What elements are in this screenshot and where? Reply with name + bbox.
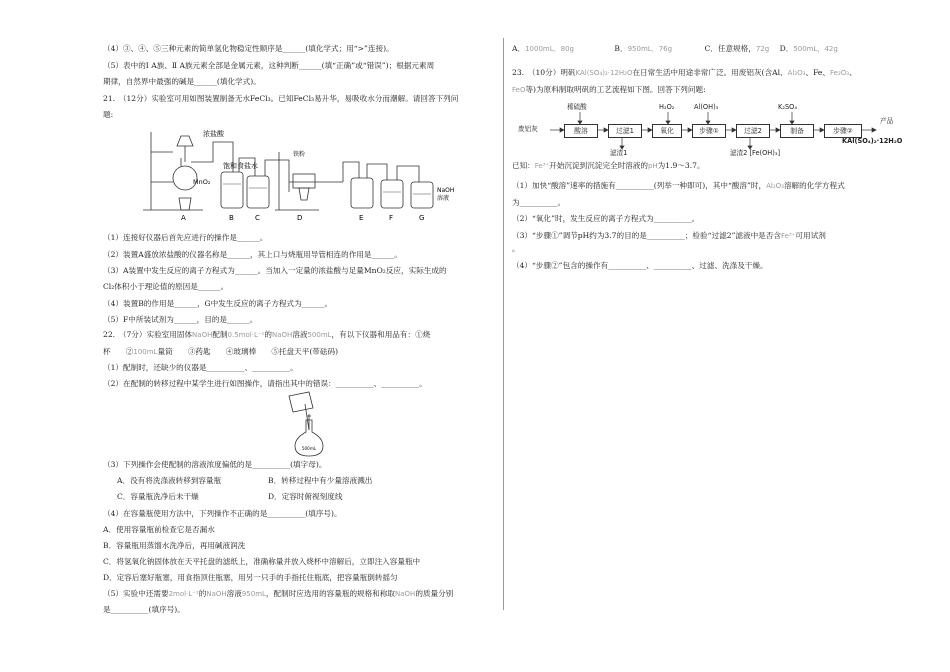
fig-label-d: D [297,214,303,222]
q22-4-d: D．定容后塞好瓶塞，用食指顶住瓶塞，用另一只手的手指托住瓶底，把容量瓶倒转摇匀 [103,573,398,582]
flow-product-formula: KAl(SO₄)₂·12H₂O [842,137,903,145]
flow-input-h2o2: H₂O₂ [659,103,675,111]
q22-5: （5）实验中还需要2mol·L⁻¹的NaOH溶液950mL，配制时应选用的容量瓶的规格和称取NaOH的质量分别 [103,589,454,598]
flow-input-acid: 稀硫酸 [567,103,587,111]
q22-1: （1）配制时，还缺少的仪器是__________、__________。 [103,363,298,372]
q23-4: （4）“步骤②”包含的操作有__________、__________、过滤、洗涤及干燥。 [512,261,768,270]
q23-3-cont: 。 [512,244,520,253]
flow-box-acid-dissolve: 酸溶 [564,124,598,138]
q22-3-opt-c: C．容量瓶洗净后未干燥 [117,492,199,501]
q23-known: 已知：Fe³⁺开始沉淀到沉淀完全时溶液的pH为1.9～3.7。 [512,161,705,170]
q22-stem: 22. （7分）实验室用固体NaOH配制0.5mol·L⁻¹的NaOH溶液500mL，有以下仪器和用品有：①烧 [103,330,431,339]
fig-label-e: E [359,214,364,222]
fig-label-a: A [181,214,186,222]
q22-3-opt-a: A．没有将洗涤液转移到容量瓶 [117,476,222,485]
q23-stem: 23. （10分）明矾KAl(SO₄)₂·12H₂O在日常生活中用途非常广泛。用废铝灰(含Al、Al₂O₃、Fe、Fe₂O₃、 [512,68,857,77]
q22-4: （4）在容量瓶使用方法中，下列操作不正确的是__________(填序号)。 [103,509,342,518]
q21-stem: 21. （12分）实验室可用如图装置制备无水FeCl₃。已知FeCl₃易升华，易吸收水分而潮解。请回答下列问 [103,94,459,103]
flow-box-step1: 步骤① [692,124,726,138]
q20-5-cont: 期律，自然界中最强的碱是______(填化学式)。 [103,77,261,86]
q22-4-a: A．使用容量瓶前检查它是否漏水 [103,525,215,534]
q21-3: （3）A装置中发生反应的离子方程式为______。当加入一定量的浓盐酸与足量MnO₂反应，实际生成的 [103,266,447,275]
q23-stem-cont: FeO等)为原料制取明矾的工艺流程如下图。回答下列问题: [512,85,706,94]
fig-label-soln: 溶液 [437,195,450,202]
fig-label-b: B [229,214,234,222]
transfer-figure [283,390,343,458]
flow-box-filter2: 过滤2 [736,124,770,138]
flow-box-oxidize: 氧化 [652,124,682,138]
flask-mark-ml: mL [310,446,317,451]
q22-4-c: C．将氢氧化钠固体放在天平托盘的滤纸上，准确称量并放入烧杯中溶解后，立即注入容量瓶中 [103,557,421,566]
column-divider [503,38,504,610]
flow-box-filter1: 过滤1 [608,124,642,138]
flow-box-step2: 步骤② [824,124,862,138]
q23-3: （3）“步骤①”调节pH约为3.7的目的是__________；检验“过滤2”滤液中是否含Fe³⁺可用试剂 [512,231,826,240]
q21-1: （1）连接好仪器后首先应进行的操作是______。 [103,233,268,242]
q20-4: （4）③、④、⑤三种元素的简单氢化物稳定性顺序是______(填化学式；用“>”连接)。 [103,44,394,53]
q22-3-opt-d: D．定容时俯视刻度线 [268,492,343,501]
flow-residue1: 滤渣1 [610,149,628,157]
q22-items: 杯 ②100mL量筒 ③药匙 ④玻璃棒 ⑤托盘天平(带砝码) [103,347,339,356]
flow-start: 废铝灰 [518,125,538,133]
q22-5-options: A．1000mL，80g B．950mL，76g C．任意规格，72g D．500mL，42g [512,44,838,53]
apparatus-figure [143,122,473,222]
q20-5: （5）表中的Ⅰ A族、Ⅱ A族元素全部是金属元素，这种判断______(填“正确”或“错误”)；根据元素周 [103,61,435,70]
q22-5-cont: 是__________(填序号)。 [103,605,185,614]
q21-3-cont: Cl₂体积小于理论值的原因是______。 [103,282,229,291]
fig-label-conc-hcl: 浓盐酸 [203,130,224,138]
fig-label-sat-nacl: 饱和食盐水 [223,162,258,170]
flow-residue2: 滤渣2 [Fe(OH)₃] [730,149,781,157]
fig-label-g: G [419,214,425,222]
process-flowchart [512,104,907,184]
q21-stem-cont: 题: [103,110,114,119]
fig-label-naoh: NaOH [437,187,455,194]
flow-input-k2so4: K₂SO₄ [778,103,797,111]
fig-label-f: F [389,214,394,222]
fig-label-iron: 铁粉 [293,151,306,158]
q23-1-cont: 为__________。 [512,198,566,207]
q22-4-b: B．容量瓶用蒸馏水洗净后，再用碱液润洗 [103,541,246,550]
q21-4: （4）装置B的作用是______，G中发生反应的离子方程式为______。 [103,299,333,308]
q21-2: （2）装置A盛放浓盐酸的仪器名称是______，其上口与烧瓶用导管相连的作用是______。 [103,250,402,259]
fig-label-mno2: MnO₂ [193,178,211,186]
flow-box-prepare: 制备 [780,124,814,138]
q23-1: （1）加快“酸溶”速率的措施有__________(列举一种即可)，其中“酸溶”时，Al₂O₃溶解的化学方程式 [512,181,845,190]
q22-3-opt-b: B．转移过程中有少量溶液溅出 [268,476,373,485]
flow-product-label: 产品 [880,117,894,125]
q22-3: （3）下列操作会使配制的溶液浓度偏低的是__________(填字母)。 [103,460,327,469]
q23-2: （2）“氧化”时，发生反应的离子方程式为__________。 [512,214,700,223]
flask-mark-500: 500 [302,446,310,451]
q21-5: （5）F中所装试剂为______，目的是______。 [103,315,258,324]
flow-input-aloh: Al(OH)₃ [694,103,719,111]
fig-label-c: C [255,214,260,222]
q22-2: （2）在配制的转移过程中某学生进行如图操作，请指出其中的错误：__________、__________。 [103,379,427,388]
